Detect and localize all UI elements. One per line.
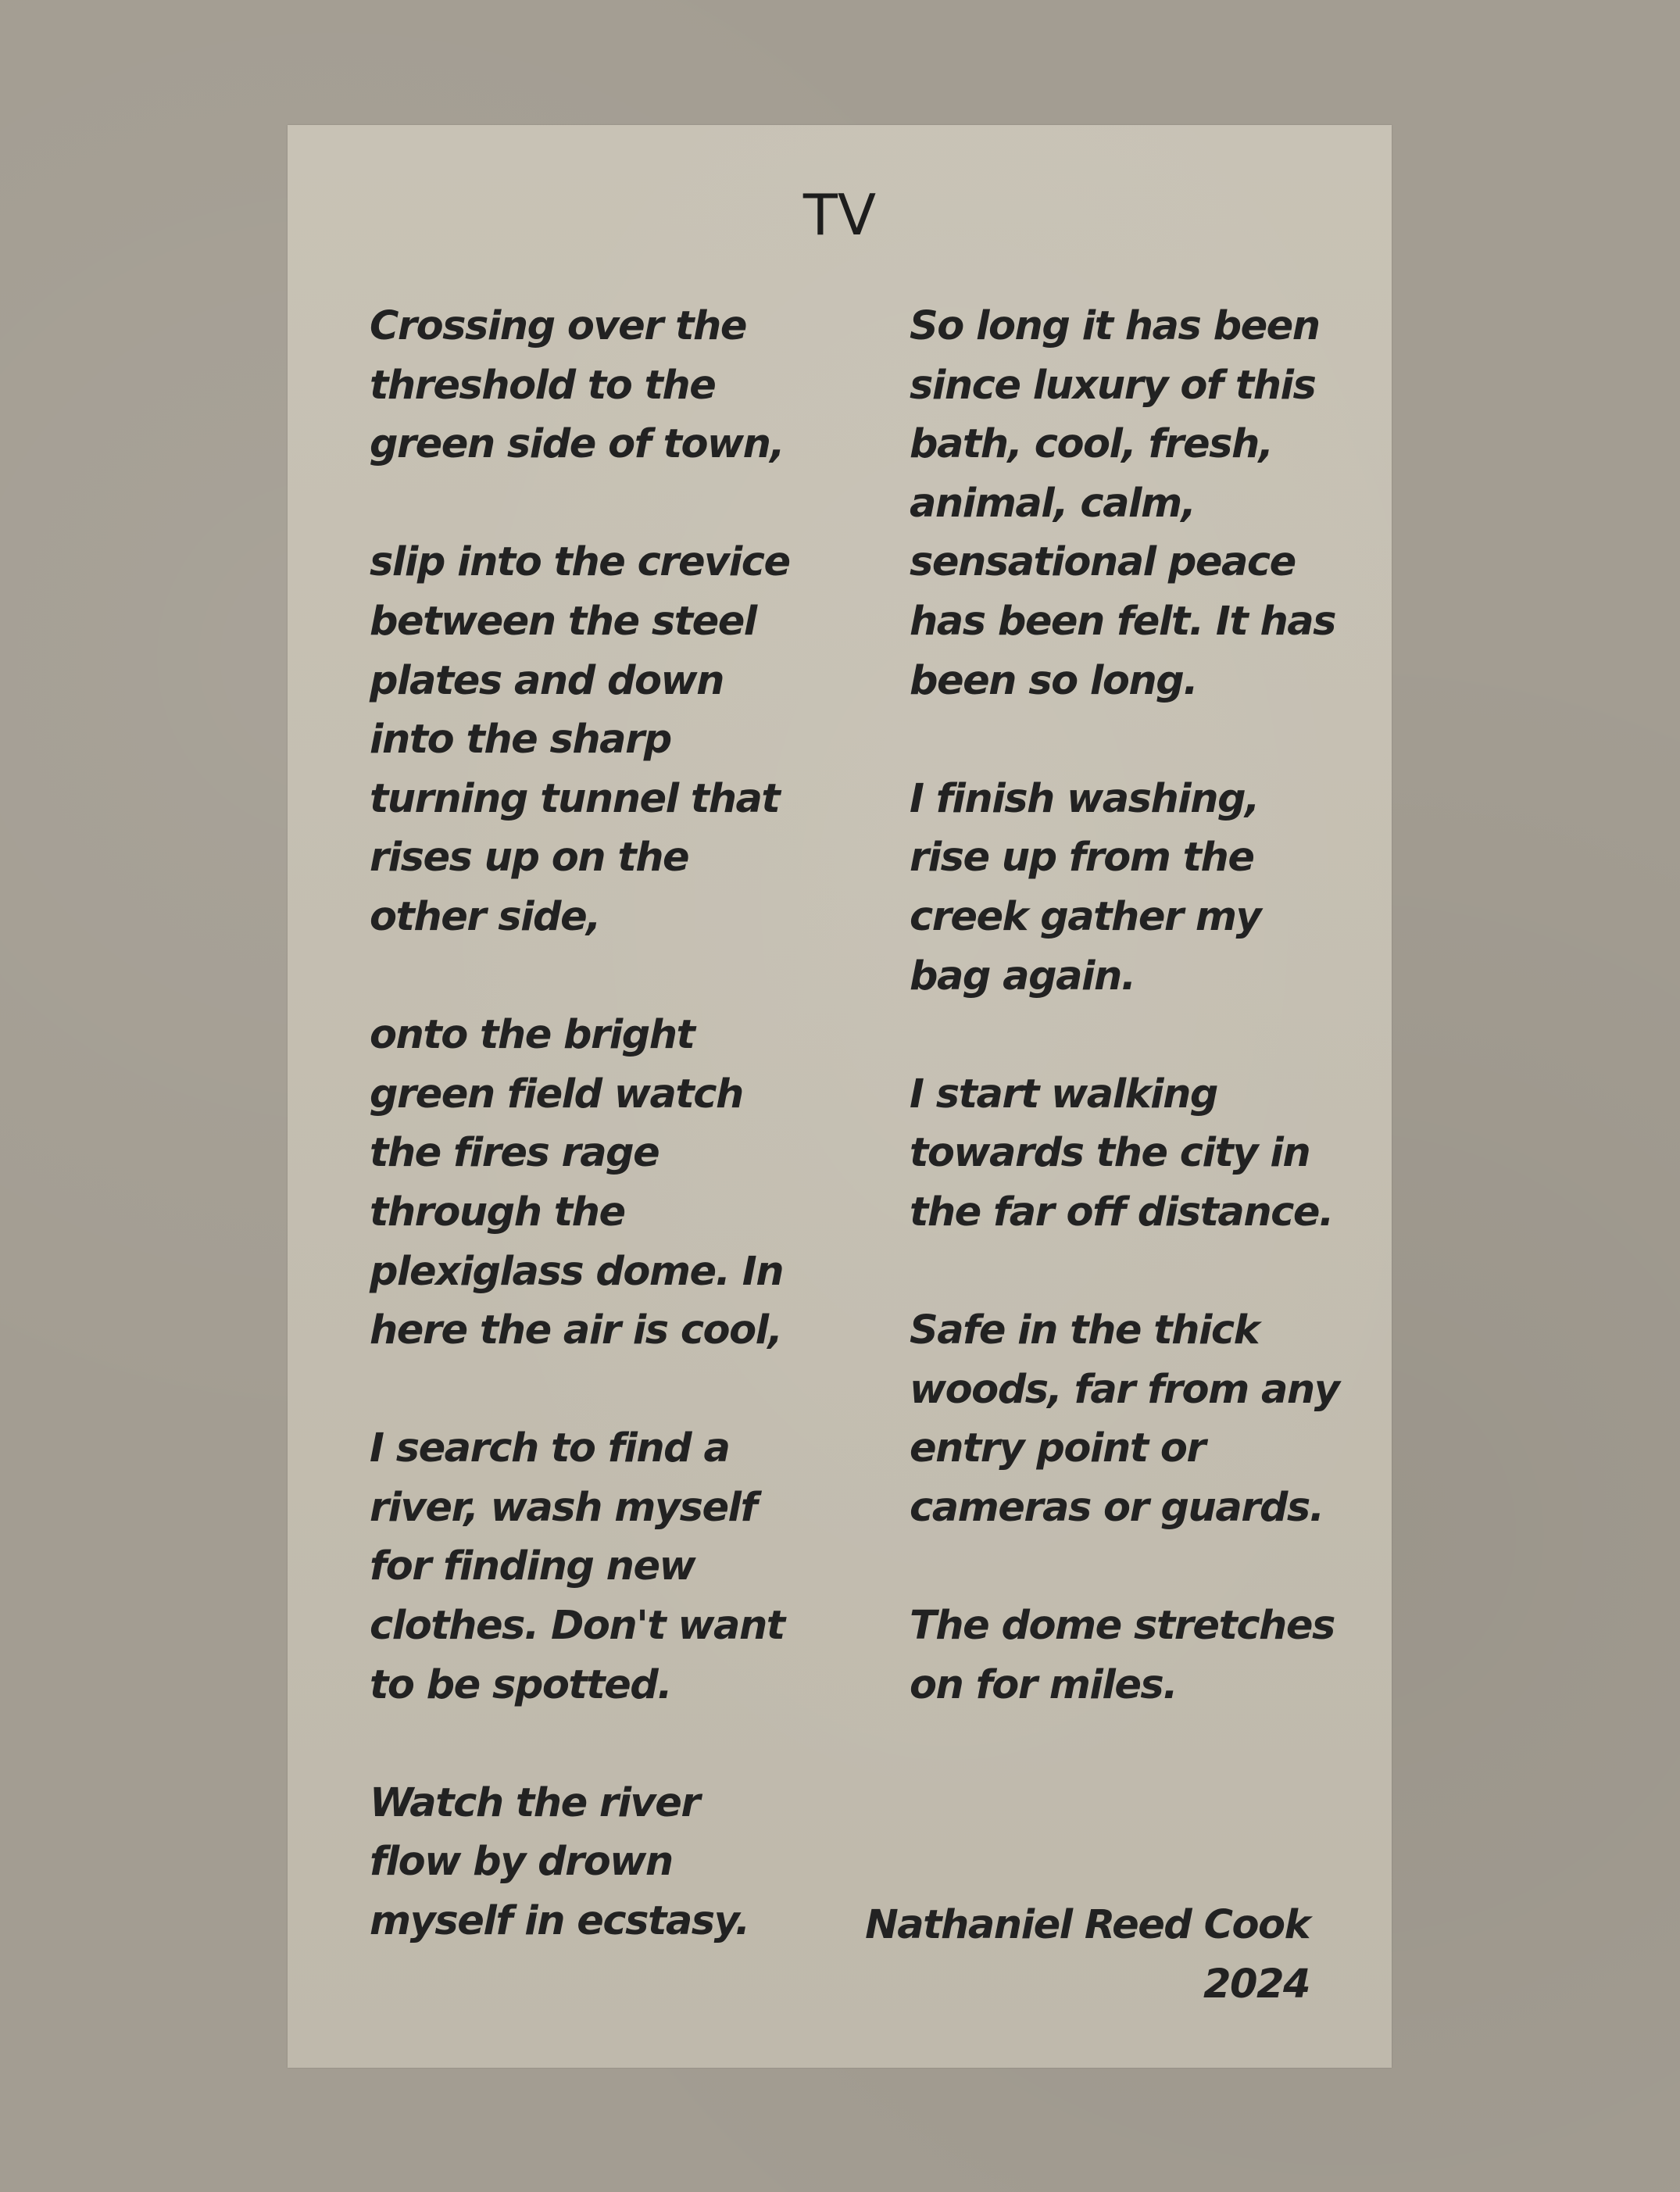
poem-line: clothes. Don't want bbox=[370, 1603, 785, 1650]
poem-line: myself in ecstasy. bbox=[370, 1898, 749, 1945]
poem-line: to be spotted. bbox=[370, 1661, 672, 1708]
poem-line: cameras or guards. bbox=[910, 1484, 1324, 1531]
poem-line: other side, bbox=[370, 893, 601, 940]
poem-line: the fires rage bbox=[370, 1130, 659, 1177]
poem-line: turning tunnel that bbox=[370, 775, 780, 822]
poem-line: for finding new bbox=[370, 1543, 695, 1590]
poem-line: sensational peace bbox=[910, 539, 1296, 586]
poem-line: between the steel bbox=[370, 598, 756, 645]
poem-line: onto the bright bbox=[370, 1012, 695, 1059]
poem-line: river, wash myself bbox=[370, 1484, 757, 1531]
poem-line: animal, calm, bbox=[910, 480, 1196, 527]
poem-line: So long it has been bbox=[910, 303, 1320, 349]
stanza bbox=[370, 297, 807, 474]
stanza bbox=[910, 297, 1347, 710]
poem-line: through the bbox=[370, 1189, 625, 1235]
poem-line: Safe in the thick bbox=[910, 1307, 1260, 1354]
poem-sheet bbox=[288, 125, 1392, 2068]
poem-line: green side of town, bbox=[370, 421, 785, 468]
poem-line: the far off distance. bbox=[910, 1189, 1333, 1235]
poem-line: plates and down bbox=[370, 657, 724, 704]
poem-line: I finish washing, bbox=[910, 775, 1259, 822]
stanza bbox=[370, 1006, 807, 1361]
poem-line: green field watch bbox=[370, 1071, 743, 1117]
signature-year: 2024 bbox=[1203, 1961, 1310, 2008]
poem-line: has been felt. It has bbox=[910, 598, 1336, 645]
poem-line: bath, cool, fresh, bbox=[910, 421, 1273, 468]
poem-line: I start walking bbox=[910, 1071, 1217, 1117]
stanza bbox=[910, 1597, 1347, 1715]
poem-line: been so long. bbox=[910, 657, 1198, 704]
poem-line: creek gather my bbox=[910, 893, 1261, 940]
poem-line: rise up from the bbox=[910, 835, 1254, 881]
stanza bbox=[370, 1774, 807, 1951]
stanza bbox=[370, 1419, 807, 1715]
poem-line: threshold to the bbox=[370, 362, 716, 409]
poem-line: towards the city in bbox=[910, 1130, 1310, 1177]
poem-line: flow by drown bbox=[370, 1839, 673, 1886]
poem-line: on for miles. bbox=[910, 1661, 1178, 1708]
signature bbox=[865, 1896, 1310, 2014]
poem-line: I search to find a bbox=[370, 1425, 730, 1472]
poem-line: since luxury of this bbox=[910, 362, 1316, 409]
poem-line: plexiglass dome. In bbox=[370, 1248, 784, 1295]
poem-line: here the air is cool, bbox=[370, 1307, 782, 1354]
poem-title: TV bbox=[802, 182, 877, 248]
poem-line: The dome stretches bbox=[910, 1603, 1335, 1650]
poem-line: slip into the crevice bbox=[370, 539, 790, 586]
poem-line: bag again. bbox=[910, 953, 1135, 999]
poem-line: woods, far from any bbox=[910, 1366, 1339, 1413]
poem-line: entry point or bbox=[910, 1425, 1206, 1472]
stanza bbox=[910, 770, 1347, 1006]
poem-line: into the sharp bbox=[370, 717, 671, 763]
stanza bbox=[910, 1301, 1347, 1537]
left-column bbox=[370, 297, 807, 2010]
stanza bbox=[370, 533, 807, 946]
right-column bbox=[910, 297, 1347, 1774]
poem-line: Watch the river bbox=[370, 1779, 700, 1826]
stanza bbox=[910, 1065, 1347, 1243]
poem-line: Crossing over the bbox=[370, 303, 746, 349]
poem-line: rises up on the bbox=[370, 835, 689, 881]
author-name: Nathaniel Reed Cook bbox=[865, 1902, 1310, 1948]
